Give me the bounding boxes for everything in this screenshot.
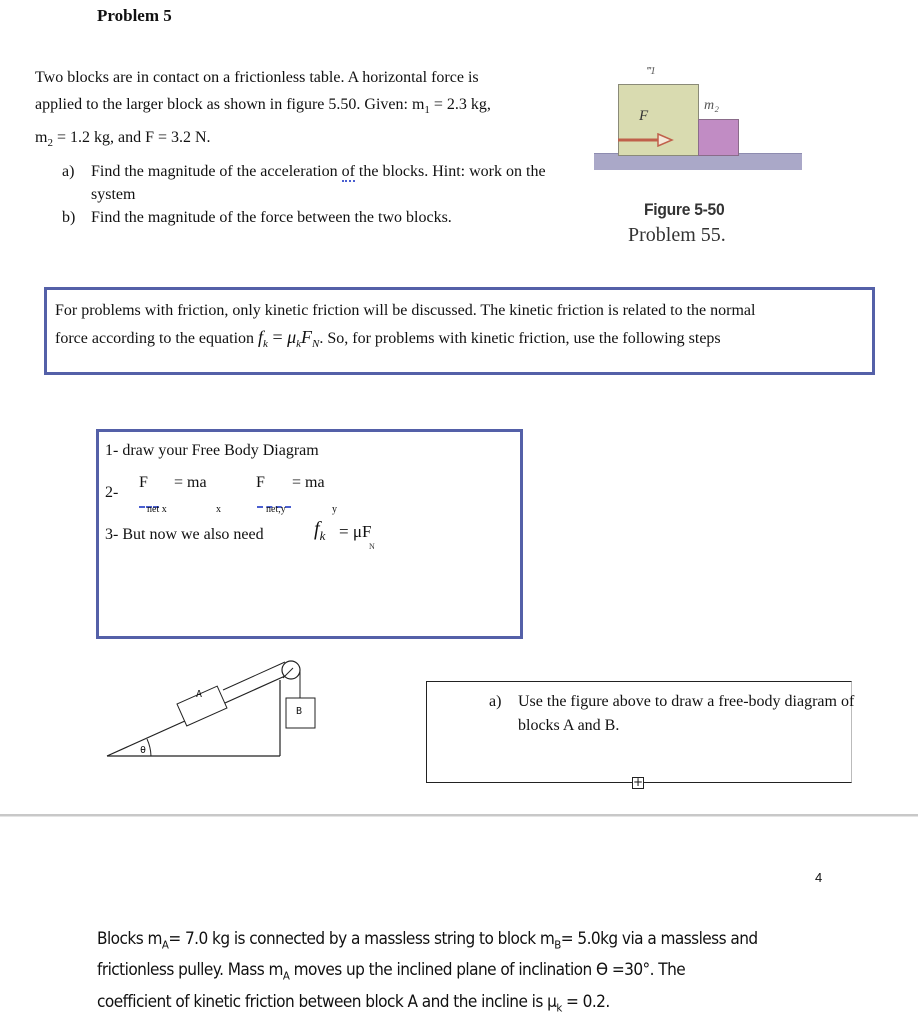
- equation-period: .: [319, 330, 324, 347]
- blocks-problem-line-1: [97, 926, 767, 957]
- part-a-box[interactable]: [426, 681, 855, 783]
- figure-caption: Problem 55.: [628, 224, 726, 246]
- text: frictionless pulley. Mass m: [97, 960, 283, 980]
- eq-y-sub-net: net,y: [266, 504, 286, 515]
- subscript: k: [556, 1000, 562, 1014]
- page-break-divider: [0, 814, 918, 817]
- page-number: 4: [815, 870, 823, 885]
- intro-line-1: Two blocks are in contact on a frictionless table. A horizontal force is: [35, 69, 479, 86]
- equation-equals: =: [267, 327, 288, 347]
- force-label: F⃗: [639, 108, 660, 124]
- intro-line-3: [35, 124, 580, 157]
- eq-x-F: F: [139, 474, 148, 491]
- subscript: 1: [424, 104, 430, 117]
- text: moves up the inclined plane of inclination ϴ =30°. The: [289, 960, 686, 980]
- fk-rhs: = μF: [339, 522, 372, 541]
- question-a: [62, 160, 582, 206]
- eq-x-rhs: = ma: [174, 474, 207, 491]
- question-b: [62, 206, 582, 229]
- friction-note-text: So, for problems with kinetic friction, use the following steps: [323, 330, 721, 347]
- figure-5-50: [594, 60, 802, 250]
- step-3: 3- But now we also need: [105, 526, 264, 543]
- angle-theta-label: θ: [140, 745, 147, 756]
- text: = 5.0kg via a massless and: [560, 929, 758, 948]
- subscript: B: [554, 938, 561, 952]
- question-text: the blocks. Hint: work on the system: [91, 163, 546, 203]
- text: Blocks m: [97, 929, 162, 948]
- question-text: Find the magnitude of the force between the two blocks.: [91, 209, 452, 226]
- step-2-number: 2-: [105, 484, 119, 501]
- text: coefficient of kinetic friction between block A and the incline is μ: [97, 991, 557, 1011]
- friction-note-line-1: For problems with friction, only kinetic friction will be discussed. The kinetic friction is related to the normal: [55, 302, 756, 319]
- equation-sub: k: [296, 338, 302, 350]
- part-a-question: [489, 690, 858, 738]
- block-a-label: A: [196, 689, 203, 700]
- force-arrow-icon: [618, 133, 674, 147]
- intro-text: = 2.3 kg,: [429, 96, 491, 113]
- table-move-handle-icon[interactable]: +: [633, 775, 644, 789]
- part-a-label: a): [489, 693, 502, 710]
- question-list: [62, 160, 582, 229]
- incline-figure: [95, 650, 335, 770]
- question-text: Find the magnitude of the acceleration: [91, 163, 342, 180]
- question-label: a): [62, 163, 75, 180]
- intro-text: applied to the larger block as shown in figure 5.50. Given: m: [35, 96, 425, 113]
- problem-title: Problem 5: [97, 6, 172, 25]
- block-b-label: B: [296, 706, 303, 717]
- equation-f: f: [258, 327, 264, 347]
- equation-F: F: [301, 327, 313, 347]
- fk-symbol: [314, 518, 325, 544]
- friction-note-line-2: [55, 324, 864, 358]
- blocks-problem-line-2: [97, 957, 767, 988]
- equation-sub: k: [263, 338, 268, 350]
- text: = 7.0 kg is connected by a massless string to block m: [168, 929, 555, 948]
- block-m2: [698, 119, 739, 156]
- figure-caption-title: Figure 5-50: [644, 200, 725, 219]
- eq-x-sub-a: x: [216, 504, 221, 515]
- fk-sub: k: [319, 528, 326, 543]
- grammar-flagged-word[interactable]: of: [341, 163, 355, 180]
- eq-y-sub-a: y: [332, 504, 337, 515]
- fk-f: f: [314, 518, 320, 540]
- intro-text: = 1.2 kg, and F = 3.2 N.: [52, 129, 211, 147]
- friction-note-text: force according to the equation: [55, 330, 259, 347]
- fk-n-sub: N: [369, 542, 375, 551]
- m1-label: ′′′1: [646, 65, 655, 77]
- equation-sub: N: [312, 338, 320, 350]
- steps-box: [96, 429, 523, 639]
- question-label: b): [62, 209, 76, 226]
- subscript: A: [282, 969, 290, 983]
- eq-y-rhs: = ma: [292, 474, 325, 491]
- friction-note-box: [44, 287, 875, 375]
- blocks-problem-text: [97, 926, 767, 1020]
- subscript: A: [161, 938, 169, 952]
- step-1: 1- draw your Free Body Diagram: [105, 442, 319, 459]
- intro-line-2: [35, 91, 580, 124]
- eq-x-sub-net: net x: [147, 504, 167, 515]
- intro-text: m: [35, 129, 48, 147]
- equation-mu: μ: [287, 327, 297, 347]
- part-a-text: Use the figure above to draw a free-body diagram of blocks A and B.: [518, 693, 855, 734]
- blocks-problem-line-3: [97, 989, 767, 1020]
- subscript: 2: [47, 137, 53, 150]
- text: = 0.2.: [561, 991, 610, 1011]
- problem-intro: [35, 64, 580, 157]
- m2-label: m₂: [704, 98, 719, 113]
- eq-y-F: F: [256, 474, 265, 491]
